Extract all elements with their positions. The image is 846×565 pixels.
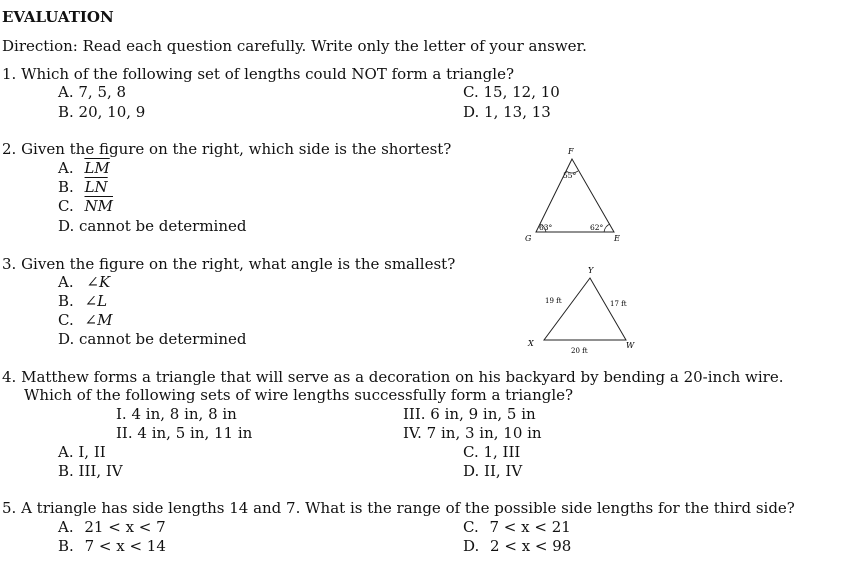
q5-option-c-letter: C.	[463, 518, 479, 536]
q3-vertex-y: Y	[588, 266, 594, 275]
q5-option-a	[58, 518, 166, 536]
question-4-text-line2: Which of the following sets of wire lengths successfully form a triangle?	[24, 386, 574, 404]
q5-option-c-expr: 7 < x < 21	[489, 518, 571, 536]
q3-option-a	[58, 273, 110, 291]
q1-option-a: A. 7, 5, 8	[58, 83, 127, 101]
question-1-text: 1. Which of the following set of lengths could NOT form a triangle?	[2, 65, 514, 83]
q3-option-b	[58, 292, 107, 310]
q2-angle-e: 62°	[590, 223, 604, 232]
q5-option-d-expr: 2 < x < 98	[490, 537, 572, 555]
question-3-text: 3. Given the figure on the right, what angle is the smallest?	[2, 255, 456, 273]
q3-option-d: D. cannot be determined	[58, 330, 247, 348]
q4-option-c: C. 1, III	[463, 443, 521, 461]
q2-option-d: D. cannot be determined	[58, 217, 247, 235]
q2-triangle-figure	[522, 146, 632, 246]
q2-angle-f: 55°	[563, 171, 577, 180]
q2-option-b	[58, 178, 108, 196]
q4-set-ii: II. 4 in, 5 in, 11 in	[116, 424, 253, 442]
q3-side-xy: 19 ft	[545, 297, 562, 305]
q3-option-a-letter: A.	[58, 273, 74, 291]
q1-option-d: D. 1, 13, 13	[463, 103, 551, 121]
q5-option-c	[463, 518, 571, 536]
q2-triangle	[536, 159, 614, 232]
q5-option-b-letter: B.	[58, 537, 74, 555]
q3-vertex-x: X	[528, 339, 534, 348]
q3-side-yw: 17 ft	[610, 300, 627, 308]
q2-option-c-letter: C.	[58, 197, 74, 215]
page-title: EVALUATION	[2, 8, 114, 26]
q4-option-b: B. III, IV	[58, 462, 123, 480]
q4-set-iii: III. 6 in, 9 in, 5 in	[403, 405, 536, 423]
q5-option-b	[58, 537, 166, 555]
q5-option-b-expr: 7 < x < 14	[84, 537, 166, 555]
q5-option-d-letter: D.	[463, 537, 480, 555]
q3-option-a-angle: ∠K	[86, 273, 111, 291]
q3-vertex-w: W	[626, 341, 635, 350]
question-5-text: 5. A triangle has side lengths 14 and 7. What is the range of the possible side lengths for the third side?	[2, 499, 795, 517]
q4-option-d: D. II, IV	[463, 462, 523, 480]
q3-option-b-letter: B.	[58, 292, 74, 310]
question-2-text: 2. Given the figure on the right, which side is the shortest?	[2, 140, 452, 158]
q3-option-c	[58, 311, 112, 329]
q2-angle-mark-e	[604, 224, 610, 232]
q2-vertex-f: F	[568, 147, 574, 156]
q3-triangle	[544, 278, 626, 340]
q2-option-a-segment: $\overline{LM}$	[84, 159, 110, 177]
q3-triangle-figure	[522, 262, 642, 360]
direction-text: Direction: Read each question carefully. Write only the letter of your answer.	[2, 37, 587, 55]
q4-option-a: A. I, II	[58, 443, 106, 461]
q3-option-b-angle: ∠L	[84, 292, 108, 310]
q2-angle-g: 63°	[539, 223, 553, 232]
q3-option-c-angle: ∠M	[84, 311, 113, 329]
q5-option-a-letter: A.	[58, 518, 74, 536]
q5-option-a-expr: 21 < x < 7	[84, 518, 166, 536]
q2-option-a-letter: A.	[58, 159, 74, 177]
q4-set-iv: IV. 7 in, 3 in, 10 in	[403, 424, 542, 442]
q1-option-c: C. 15, 12, 10	[463, 83, 560, 101]
q3-side-xw: 20 ft	[571, 347, 588, 355]
question-4-text-line1: 4. Matthew forms a triangle that will serve as a decoration on his backyard by bending a 20-inch wire.	[2, 368, 784, 386]
q2-option-b-letter: B.	[58, 178, 74, 196]
q3-option-c-letter: C.	[58, 311, 74, 329]
q5-option-d	[463, 537, 571, 555]
q2-option-c	[58, 197, 113, 215]
q1-option-b: B. 20, 10, 9	[58, 103, 146, 121]
q2-option-c-segment: $\overline{NM}$	[84, 197, 113, 215]
q4-set-i: I. 4 in, 8 in, 8 in	[116, 405, 237, 423]
q2-vertex-g: G	[525, 234, 532, 243]
q2-option-b-segment: $\overline{LN}$	[84, 178, 108, 196]
q2-option-a	[58, 159, 110, 177]
q2-vertex-e: E	[614, 234, 620, 243]
